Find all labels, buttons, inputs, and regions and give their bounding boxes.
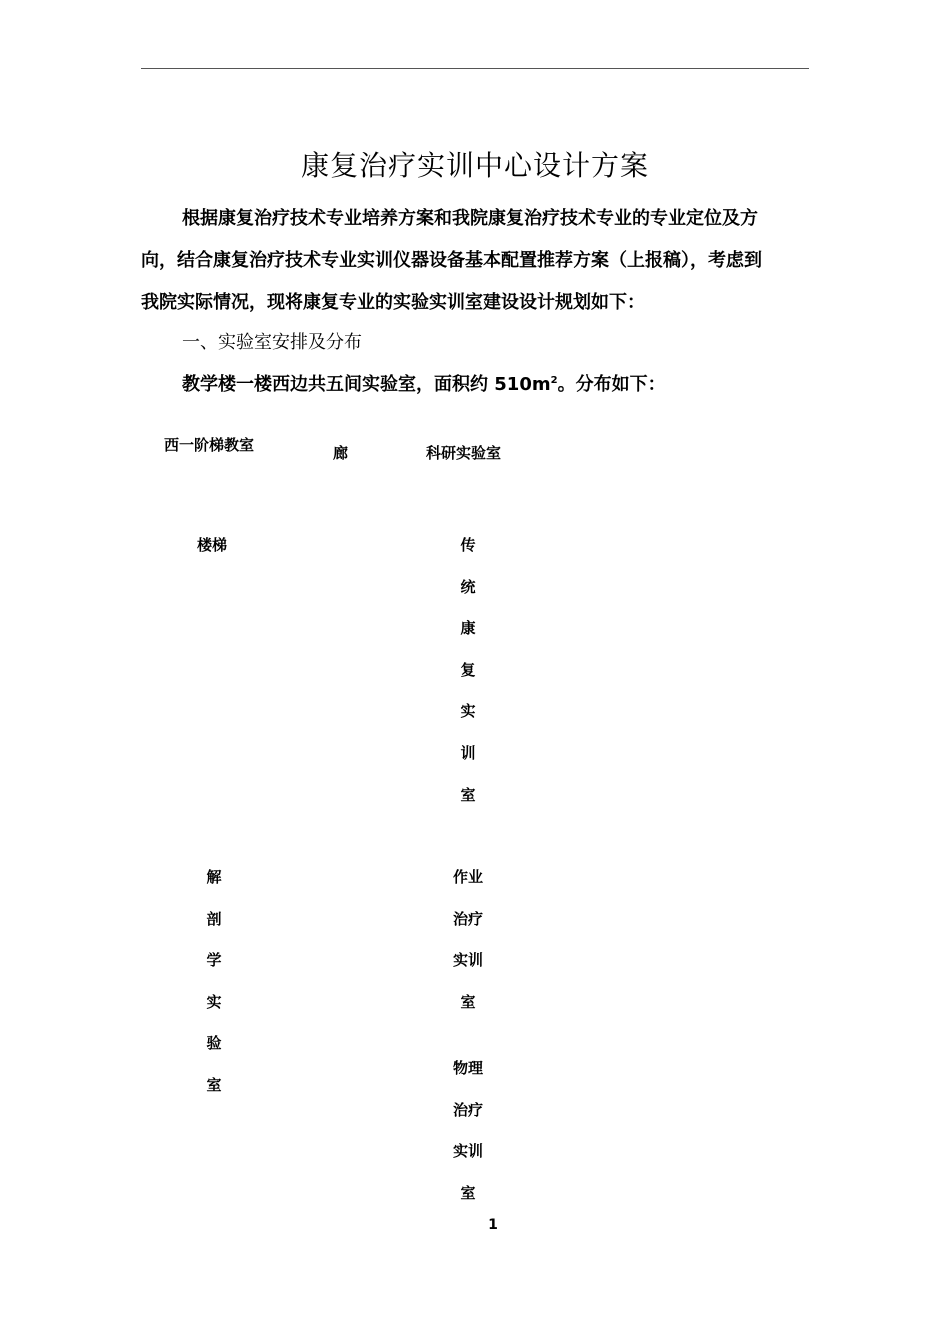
- anatomy-lab-char: 室: [206, 1075, 222, 1094]
- page-number: 1: [488, 1217, 498, 1233]
- page-title: 康复治疗实训中心设计方案: [300, 149, 649, 182]
- anatomy-lab-char: 解: [206, 868, 222, 886]
- traditional-rehab-lab-char: 实: [460, 702, 476, 721]
- intro-line-3: 我院实际情况，现将康复专业的实验实训室建设设计规划如下：: [141, 292, 645, 313]
- physical-therapy-lab-line: 实训: [452, 1142, 483, 1161]
- west-classroom-label: 西一阶梯教室: [164, 436, 255, 454]
- area-suffix: 。分布如下：: [557, 374, 666, 395]
- stairs-label: 楼梯: [197, 536, 228, 554]
- occupational-therapy-lab-line: 作业: [452, 868, 483, 886]
- anatomy-lab-char: 实: [206, 992, 222, 1011]
- traditional-rehab-lab-char: 统: [460, 577, 476, 596]
- traditional-rehab-lab-label: [449, 535, 487, 826]
- traditional-rehab-lab-char: 室: [460, 785, 476, 804]
- physical-therapy-lab-line: 物理: [452, 1059, 483, 1077]
- physical-therapy-lab-line: 治疗: [452, 1100, 483, 1119]
- area-description: [182, 373, 666, 397]
- anatomy-lab-char: 验: [206, 1034, 222, 1053]
- anatomy-lab-char: 剖: [206, 909, 222, 928]
- occupational-therapy-lab-label: [444, 867, 492, 1033]
- area-value: 510m: [494, 374, 551, 395]
- traditional-rehab-lab-char: 传: [460, 536, 476, 554]
- header-rule: [141, 68, 809, 69]
- research-lab-label: 科研实验室: [426, 444, 502, 462]
- occupational-therapy-lab-line: 室: [460, 992, 476, 1011]
- section-heading: 一、实验室安排及分布: [182, 332, 362, 353]
- anatomy-lab-char: 学: [206, 951, 222, 970]
- traditional-rehab-lab-char: 复: [460, 660, 476, 679]
- corridor-label: 廊: [333, 444, 349, 462]
- traditional-rehab-lab-char: 训: [460, 743, 476, 762]
- traditional-rehab-lab-char: 康: [460, 619, 476, 638]
- occupational-therapy-lab-line: 治疗: [452, 909, 483, 928]
- physical-therapy-lab-label: [444, 1058, 492, 1224]
- intro-line-2: 向，结合康复治疗技术专业实训仪器设备基本配置推荐方案（上报稿），考虑到: [141, 250, 762, 271]
- area-superscript: 2: [550, 375, 558, 386]
- occupational-therapy-lab-line: 实训: [452, 951, 483, 970]
- intro-line-1: 根据康复治疗技术专业培养方案和我院康复治疗技术专业的专业定位及方: [182, 208, 758, 229]
- anatomy-lab-label: [195, 867, 233, 1117]
- physical-therapy-lab-line: 室: [460, 1183, 476, 1202]
- area-prefix: 教学楼一楼西边共五间实验室，面积约: [182, 374, 495, 395]
